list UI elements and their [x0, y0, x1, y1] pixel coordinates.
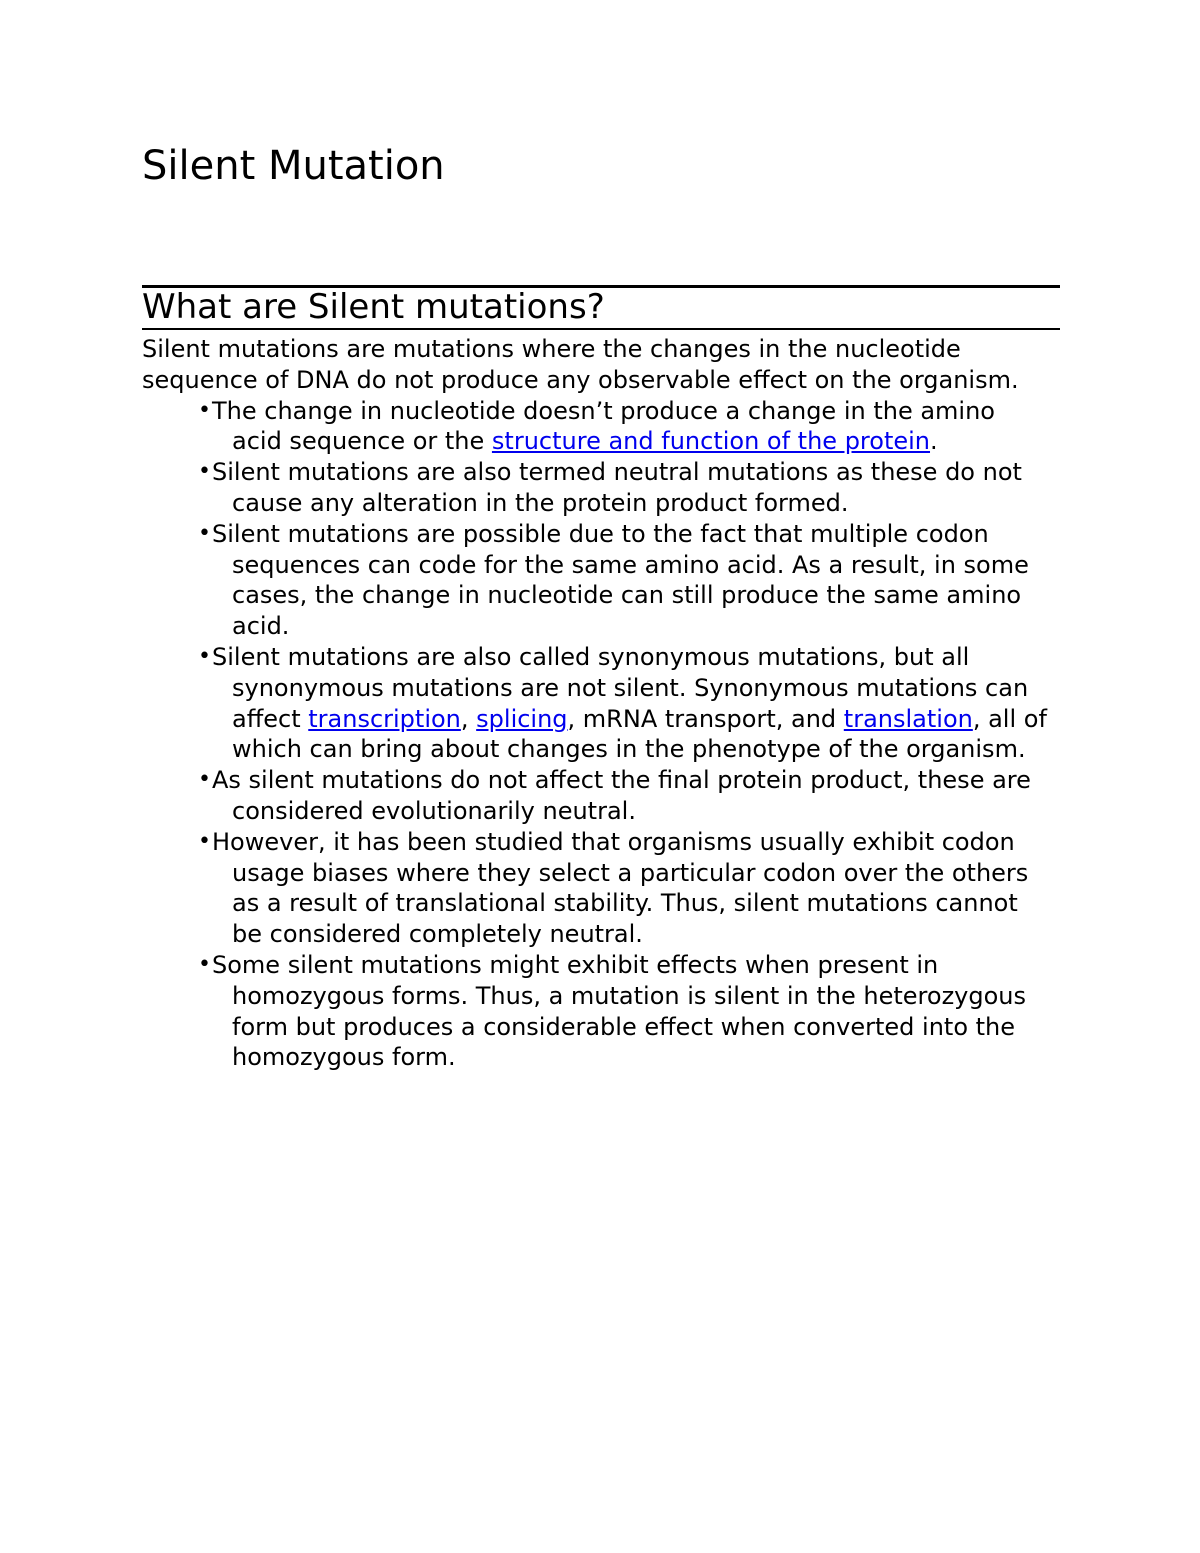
document-body [142, 334, 1062, 1073]
bullet-icon: • [198, 520, 211, 546]
list-item-text: , [460, 704, 477, 733]
list-item-text: However, it has been studied that organisms usually exhibit codon usage biases where they select a particular codon over the others as a result of translational stability. Thus, silent mutations cannot be considered completely neutral. [212, 827, 1029, 949]
bullet-icon: • [198, 459, 211, 485]
transcription-link[interactable]: transcription [308, 704, 461, 733]
list-item-text: Some silent mutations might exhibit effects when present in homozygous forms. Thus, a mutation is silent in the heterozygous form but produces a considerable effect when converted into the homozygous form. [212, 950, 1027, 1072]
intro-paragraph: Silent mutations are mutations where the changes in the nucleotide sequence of DNA do not produce any observable effect on the organism. [142, 335, 1019, 394]
list-item [142, 519, 1047, 642]
document-title: Silent Mutation [142, 143, 445, 189]
list-item [142, 950, 1047, 1073]
list-item-text: , all of which can bring about changes in the phenotype of the organism. [232, 704, 1047, 764]
bullet-icon: • [198, 643, 211, 669]
bullet-icon: • [198, 828, 211, 854]
list-item-text: As silent mutations do not affect the final protein product, these are considered evolutionarily neutral. [212, 766, 1031, 825]
list-item-text: The change in nucleotide doesn’t produce a change in the amino acid sequence or the [212, 396, 995, 456]
bullet-icon: • [198, 397, 211, 423]
bullet-icon: • [198, 767, 211, 793]
translation-link[interactable]: translation [843, 704, 973, 733]
list-item-text: Silent mutations are also called synonymous mutations, but all synonymous mutations are not silent. Synonymous mutations can affect [212, 642, 1029, 733]
list-item [142, 642, 1047, 765]
list-item [142, 827, 1047, 950]
section-heading: What are Silent mutations? [142, 287, 605, 327]
list-item [142, 457, 1047, 519]
list-item-text: . [930, 427, 938, 456]
bullet-list [142, 396, 1062, 1074]
splicing-link[interactable]: splicing [476, 704, 568, 733]
structure-and-function-link[interactable]: structure and function of the protein [491, 427, 931, 456]
list-item-text: Silent mutations are also termed neutral mutations as these do not cause any alteration in the protein product formed. [212, 458, 1022, 517]
list-item-text: , mRNA transport, and [567, 704, 844, 733]
list-item [142, 396, 1047, 458]
heading-bottom-rule [142, 328, 1060, 330]
list-item-text: Silent mutations are possible due to the fact that multiple codon sequences can code for the same amino acid. As a result, in some cases, the change in nucleotide can still produce the same amino acid. [212, 519, 1029, 641]
list-item [142, 765, 1047, 827]
bullet-icon: • [198, 951, 211, 977]
